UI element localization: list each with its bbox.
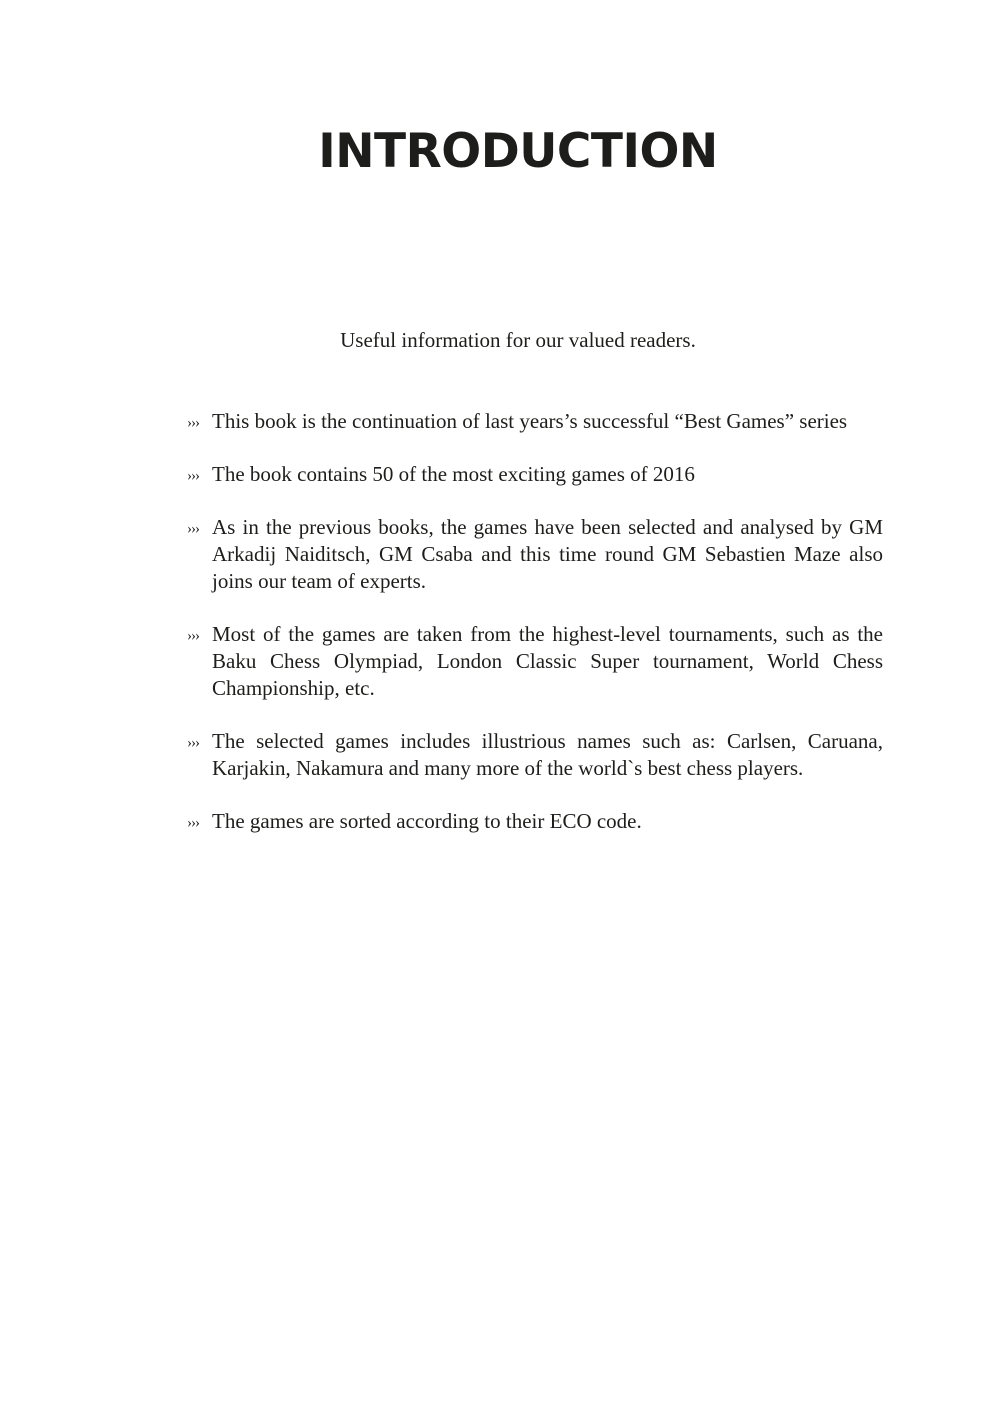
bullet-marker-icon: ››› [187, 628, 199, 644]
list-item [187, 514, 883, 595]
list-item [187, 808, 883, 835]
intro-text: Useful information for our valued readers. [340, 328, 696, 352]
list-item-text: Most of the games are taken from the highest-level tournaments, such as the Baku Chess Olympiad, London Classic Super tournament, World Chess Championship, etc. [212, 622, 883, 700]
list-item-text: This book is the continuation of last years’s successful “Best Games” series [212, 409, 848, 433]
list-item-text: The book contains 50 of the most exciting games of 2016 [212, 462, 695, 486]
bullet-marker-icon: ››› [187, 468, 199, 484]
list-item-text: As in the previous books, the games have been selected and analysed by GM Arkadij Naiditsch, GM Csaba and this time round GM Sebastien Maze also joins our team of experts. [212, 515, 883, 593]
list-item [187, 728, 883, 782]
bullet-list [187, 408, 883, 835]
list-item [187, 621, 883, 702]
list-item-text: The selected games includes illustrious names such as: Carlsen, Caruana, Karjakin, Nakamura and many more of the world`s best chess players. [212, 729, 883, 780]
list-item [187, 408, 883, 435]
page-title: INTRODUCTION [318, 124, 718, 179]
list-item-text: The games are sorted according to their ECO code. [212, 809, 642, 833]
list-item [187, 461, 883, 488]
bullet-marker-icon: ››› [187, 735, 199, 751]
bullet-marker-icon: ››› [187, 815, 199, 831]
bullet-marker-icon: ››› [187, 415, 199, 431]
bullet-marker-icon: ››› [187, 521, 199, 537]
